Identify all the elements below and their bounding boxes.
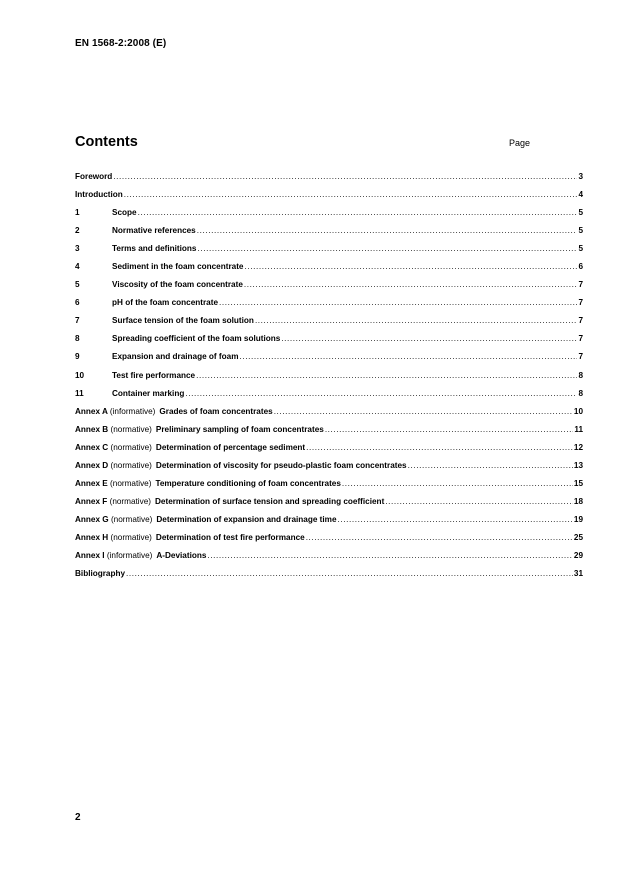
toc-leader-dots bbox=[196, 371, 577, 380]
toc-leader-dots bbox=[113, 172, 577, 181]
toc-annex-designation bbox=[75, 407, 159, 416]
toc-annex-label: Annex F bbox=[75, 496, 108, 506]
toc-entry-title: Foreword bbox=[75, 172, 113, 181]
toc-entry-title: Preliminary sampling of foam concentrates bbox=[155, 424, 324, 434]
toc-annex-designation bbox=[75, 515, 156, 524]
toc-entry-annex-h[interactable] bbox=[75, 533, 583, 551]
toc-entry-page: 7 bbox=[578, 316, 583, 326]
toc-entry-annex-d[interactable] bbox=[75, 461, 583, 479]
toc-entry-page: 8 bbox=[578, 370, 583, 380]
toc-annex-designation bbox=[75, 461, 156, 470]
toc-leader-dots bbox=[306, 443, 573, 452]
toc-annex-type: (normative) bbox=[110, 460, 152, 470]
page-number: 2 bbox=[75, 812, 81, 823]
toc-leader-dots bbox=[138, 208, 578, 217]
toc-entry-title: Terms and definitions bbox=[112, 244, 197, 254]
toc-entry-annex-g[interactable] bbox=[75, 515, 583, 533]
toc-entry-page: 5 bbox=[578, 208, 583, 218]
toc-entry-page: 5 bbox=[578, 244, 583, 254]
toc-entry-title: Surface tension of the foam solution bbox=[112, 316, 254, 326]
toc-clause-number: 3 bbox=[75, 244, 80, 254]
toc-entry-page: 31 bbox=[573, 569, 583, 579]
toc-entry-title: Temperature conditioning of foam concentrates bbox=[155, 478, 341, 488]
toc-clause-number: 11 bbox=[75, 388, 84, 398]
toc-annex-designation bbox=[75, 497, 155, 506]
toc-entry-clause-2[interactable] bbox=[75, 226, 583, 244]
toc-clause-number: 5 bbox=[75, 280, 80, 290]
toc-entry-title: Introduction bbox=[75, 190, 123, 200]
toc-entry-clause-5[interactable] bbox=[75, 280, 583, 298]
toc-leader-dots bbox=[244, 280, 578, 289]
toc-entry-title: Determination of percentage sediment bbox=[155, 442, 306, 452]
toc-clause-number: 10 bbox=[75, 370, 85, 380]
toc-annex-type: (normative) bbox=[110, 442, 152, 452]
toc-annex-designation bbox=[75, 425, 156, 434]
toc-entry-clause-4[interactable] bbox=[75, 262, 583, 280]
toc-annex-type: (informative) bbox=[106, 550, 153, 560]
toc-annex-designation bbox=[75, 479, 155, 488]
toc-annex-label: Annex E bbox=[75, 478, 108, 488]
toc-entry-introduction[interactable] bbox=[75, 190, 583, 208]
toc-entry-page: 29 bbox=[573, 550, 583, 560]
toc-annex-designation bbox=[75, 533, 156, 542]
toc-entry-title: Test fire performance bbox=[112, 370, 196, 380]
toc-entry-clause-8[interactable] bbox=[75, 334, 583, 352]
toc-entry-title: Viscosity of the foam concentrate bbox=[112, 280, 243, 290]
toc-entry-page: 13 bbox=[573, 460, 583, 470]
toc-annex-designation bbox=[75, 551, 156, 560]
toc-entry-foreword[interactable] bbox=[75, 172, 583, 190]
toc-annex-label: Annex B bbox=[75, 424, 109, 434]
toc-entry-title: Determination of viscosity for pseudo-plastic foam concentrates bbox=[155, 460, 407, 470]
toc-leader-dots bbox=[325, 425, 574, 434]
toc-leader-dots bbox=[338, 515, 573, 524]
document-identifier: EN 1568-2:2008 (E) bbox=[75, 38, 167, 49]
toc-annex-label: Annex A bbox=[75, 406, 108, 416]
toc-entry-title: Determination of test fire performance bbox=[155, 532, 305, 542]
toc-entry-page: 7 bbox=[578, 334, 583, 344]
toc-leader-dots bbox=[255, 316, 578, 325]
page-column-label: Page bbox=[509, 138, 531, 148]
toc-entry-annex-e[interactable] bbox=[75, 479, 583, 497]
toc-entry-clause-3[interactable] bbox=[75, 244, 583, 262]
toc-entry-title: Scope bbox=[112, 208, 137, 218]
toc-entry-page: 6 bbox=[578, 262, 583, 272]
toc-entry-clause-7[interactable] bbox=[75, 316, 583, 334]
toc-entry-title: Sediment in the foam concentrate bbox=[112, 262, 244, 272]
toc-entry-page: 19 bbox=[573, 514, 583, 524]
toc-leader-dots bbox=[281, 334, 577, 343]
toc-annex-type: (normative) bbox=[110, 514, 153, 524]
toc-entry-page: 8 bbox=[578, 388, 583, 398]
toc-clause-number: 7 bbox=[75, 316, 80, 326]
toc-entry-annex-a[interactable] bbox=[75, 407, 583, 425]
toc-entry-clause-10[interactable] bbox=[75, 371, 583, 389]
toc-annex-type: (normative) bbox=[110, 424, 152, 434]
toc-clause-number: 9 bbox=[75, 352, 80, 362]
toc-clause-number: 6 bbox=[75, 298, 80, 308]
toc-entry-page: 4 bbox=[578, 190, 583, 200]
toc-entry-page: 7 bbox=[578, 352, 583, 362]
toc-annex-type: (informative) bbox=[109, 406, 156, 416]
toc-entry-page: 7 bbox=[578, 298, 583, 308]
toc-entry-page: 10 bbox=[573, 406, 583, 416]
toc-entry-page: 11 bbox=[574, 424, 583, 434]
toc-annex-designation bbox=[75, 443, 156, 452]
toc-entry-bibliography[interactable] bbox=[75, 569, 583, 587]
toc-entry-page: 7 bbox=[578, 280, 583, 290]
toc-leader-dots bbox=[244, 262, 577, 271]
toc-entry-clause-11[interactable] bbox=[75, 389, 583, 407]
toc-annex-label: Annex I bbox=[75, 550, 105, 560]
toc-entry-title: Determination of surface tension and spreading coefficient bbox=[155, 496, 385, 506]
toc-annex-type: (normative) bbox=[109, 496, 151, 506]
toc-leader-dots bbox=[207, 551, 572, 560]
table-of-contents bbox=[75, 172, 583, 587]
toc-entry-page: 25 bbox=[573, 532, 583, 542]
toc-clause-number: 2 bbox=[75, 226, 80, 236]
toc-clause-number: 4 bbox=[75, 262, 80, 272]
toc-entry-title: pH of the foam concentrate bbox=[112, 298, 218, 308]
toc-entry-clause-9[interactable] bbox=[75, 352, 583, 370]
toc-entry-page: 3 bbox=[578, 172, 583, 181]
toc-entry-title: A-Deviations bbox=[156, 550, 207, 560]
toc-entry-annex-b[interactable] bbox=[75, 425, 583, 443]
toc-entry-clause-1[interactable] bbox=[75, 208, 583, 226]
toc-annex-label: Annex D bbox=[75, 460, 109, 470]
contents-heading: Contents bbox=[75, 134, 138, 150]
toc-entry-annex-f[interactable] bbox=[75, 497, 583, 515]
toc-entry-page: 15 bbox=[573, 478, 583, 488]
toc-leader-dots bbox=[126, 569, 573, 578]
toc-entry-title: Normative references bbox=[112, 226, 196, 236]
toc-leader-dots bbox=[408, 461, 573, 470]
toc-entry-title: Bibliography bbox=[75, 569, 126, 579]
toc-leader-dots bbox=[342, 479, 573, 488]
toc-leader-dots bbox=[274, 407, 573, 416]
toc-leader-dots bbox=[197, 226, 578, 235]
toc-leader-dots bbox=[306, 533, 573, 542]
toc-entry-annex-c[interactable] bbox=[75, 443, 583, 461]
toc-leader-dots bbox=[185, 389, 577, 398]
toc-entry-title: Spreading coefficient of the foam solutions bbox=[112, 334, 281, 344]
toc-entry-page: 18 bbox=[573, 496, 583, 506]
toc-entry-clause-6[interactable] bbox=[75, 298, 583, 316]
toc-entry-page: 5 bbox=[578, 226, 583, 236]
toc-annex-type: (normative) bbox=[110, 478, 152, 488]
toc-leader-dots bbox=[124, 190, 578, 199]
toc-clause-number: 1 bbox=[75, 208, 80, 218]
toc-entry-annex-i[interactable] bbox=[75, 551, 583, 569]
toc-entry-title: Container marking bbox=[112, 388, 185, 398]
toc-annex-label: Annex H bbox=[75, 532, 109, 542]
toc-leader-dots bbox=[197, 244, 577, 253]
toc-annex-type: (normative) bbox=[110, 532, 152, 542]
toc-leader-dots bbox=[385, 497, 573, 506]
toc-leader-dots bbox=[239, 352, 577, 361]
toc-annex-label: Annex G bbox=[75, 514, 109, 524]
toc-entry-title: Expansion and drainage of foam bbox=[112, 352, 239, 362]
toc-entry-title: Determination of expansion and drainage time bbox=[156, 514, 337, 524]
toc-entry-page: 12 bbox=[573, 442, 583, 452]
toc-clause-number: 8 bbox=[75, 334, 80, 344]
toc-leader-dots bbox=[219, 298, 577, 307]
toc-entry-title: Grades of foam concentrates bbox=[159, 406, 273, 416]
toc-annex-label: Annex C bbox=[75, 442, 109, 452]
